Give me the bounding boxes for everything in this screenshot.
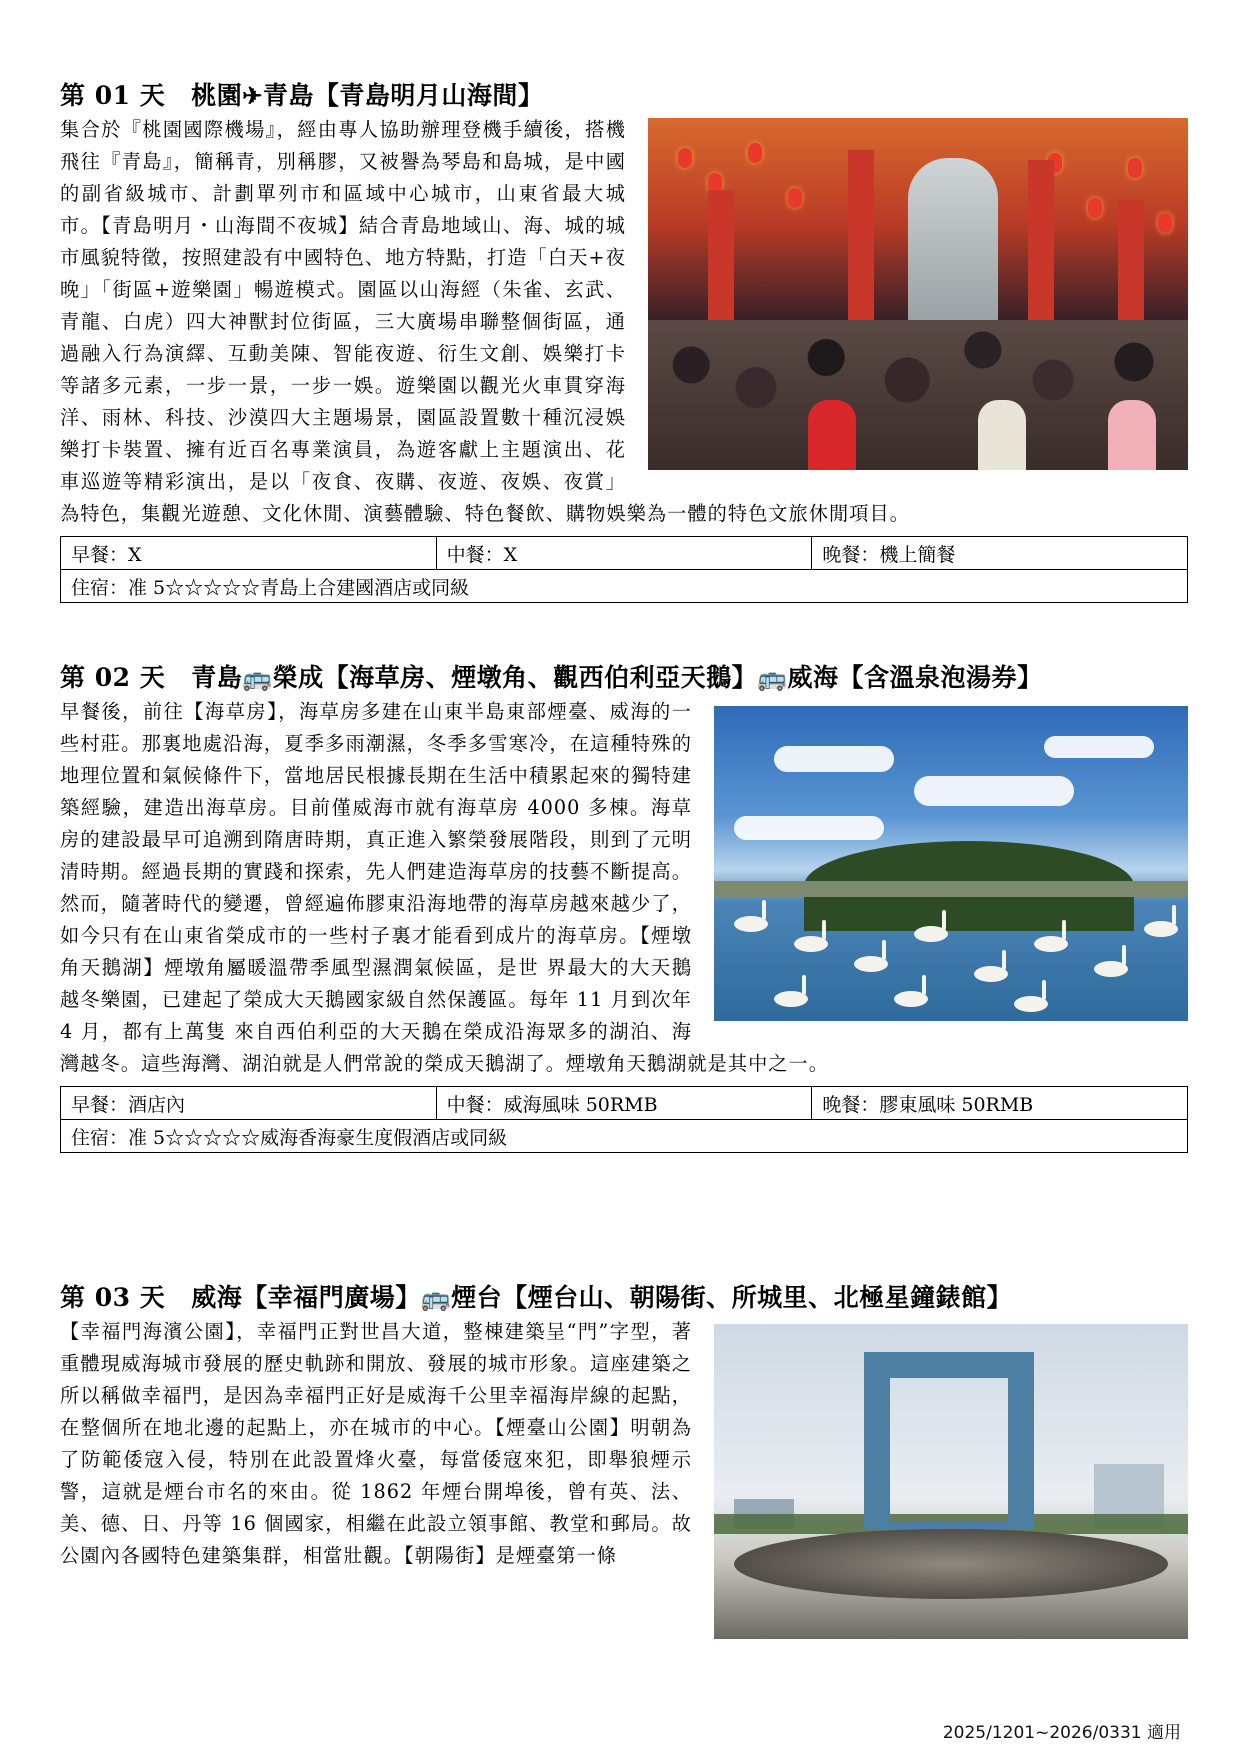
day-1-label: 第 01 天 [60,81,166,110]
day-1-title [60,78,1188,114]
day-2-title [60,660,1188,696]
validity-period: 2025/1201~2026/0331 適用 [942,1723,1181,1743]
day-2-section [60,660,1188,1153]
day-2-breakfast: 早餐：酒店內 [61,1087,437,1120]
day-1-meal-table [60,536,1188,603]
day-3-description: 【幸福門海濱公園】，幸福門正對世昌大道，整棟建築呈“門”字型，著重體現威海城市發展的歷史軌跡和開放、發展的城市形象。這座建築之所以稱做幸福門，是因為幸福門正好是威海千公里幸福海岸線的起點，在整個所在地北邊的起點上，亦在城市的中心。【煙臺山公園】明朝為了防範倭寇入侵，特別在此設置烽火臺，每當倭寇來犯，即舉狼煙示警，這就是煙台市名的來由。從 1862 年煙台開埠後，曾有英、法、美、德、日、丹等 16 個國家，相繼在此設立領事館、教堂和郵局。故公園內各國特色建築集群，相當壯觀。【朝陽街】是煙臺第一條 [60,1320,692,1567]
day-2-route-stop: 榮成【海草房、煙墩角、觀西伯利亞天鵝】 [272,663,758,692]
bus-icon: 🚌 [420,1283,452,1312]
day-1-section [60,78,1188,603]
day-2-label: 第 02 天 [60,663,166,692]
day-1-route-origin: 桃園 [191,81,243,110]
happiness-gate-photo [714,1324,1188,1639]
day-3-route-origin: 威海【幸福門廣場】 [191,1283,421,1312]
day-1-description: 集合於『桃園國際機場』，經由專人協助辦理登機手續後，搭機飛往『青島』，簡稱青，別稱膠，又被譽為琴島和島城，是中國的副省級城市、計劃單列市和區域中心城市，山東省最大城市。【青島明月・山海間不夜城】結合青島地域山、海、城的城市風貌特徵，按照建設有中國特色、地方特點，打造「白天+夜晚」「街區+遊樂園」暢遊模式。園區以山海經（朱雀、玄武、青龍、白虎）四大神獸封位街區，三大廣場串聯整個街區，通過融入行為演繹、互動美陳、智能夜遊、衍生文創、娛樂打卡等諸多元素，一步一景，一步一娛。遊樂園以觀光火車貫穿海洋、雨林、科技、沙漠四大主題場景，園區設置數十種沉浸娛樂打卡裝置、擁有近百名專業演員，為遊客獻上主題演出、花車巡遊等精彩演出，是以「夜食、夜購、夜遊、夜娛、夜賞」為特色，集觀光遊憩、文化休閒、演藝體驗、特色餐飲、購物娛樂為一體的特色文旅休閒項目。 [60,118,910,525]
day-2-lunch: 中餐：威海風味 50RMB [436,1087,812,1120]
airplane-icon: ✈ [242,81,263,110]
day-2-dinner: 晚餐：膠東風味 50RMB [812,1087,1188,1120]
qingdao-night-festival-photo [648,118,1188,470]
day-2-description: 早餐後，前往【海草房】，海草房多建在山東半島東部煙臺、威海的一些村莊。那裏地處沿海，夏季多雨潮濕，冬季多雪寒冷，在這種特殊的地理位置和氣候條件下，當地居民根據長期在生活中積累起來的獨特建築經驗，建造出海草房。目前僅威海市就有海草房 4000 多棟。海草房的建設最早可追溯到隋唐時期，真正進入繁榮發展階段，則到了元明清時期。經過長期的實踐和探索，先人們建造海草房的技藝不斷提高。然而，隨著時代的變遷，曾經遍佈膠東沿海地帶的海草房越來越少了，如今只有在山東省榮成市的一些村子裏才能看到成片的海草房。【煙墩角天鵝湖】煙墩角屬暖溫帶季風型濕潤氣候區，是世 界最大的大天鵝越冬樂園，已建起了榮成大天鵝國家級自然保護區。每年 11 月到次年 4 月，都有上萬隻 來自西伯利亞的大天鵝在榮成沿海眾多的湖泊、海灣越冬。這些海灣、湖泊就是人們常說的榮成天鵝湖了。煙墩角天鵝湖就是其中之一。 [60,700,830,1075]
day-2-route-origin: 青島 [191,663,243,692]
day-1-breakfast: 早餐：X [61,537,437,570]
day-3-title [60,1280,1188,1316]
day-3-route-destination: 煙台【煙台山、朝陽街、所城里、北極星鐘錶館】 [451,1283,1013,1312]
day-3-section [60,1280,1188,1643]
day-2-meal-table [60,1086,1188,1153]
day-3-label: 第 03 天 [60,1283,166,1312]
swan-lake-photo [714,706,1188,1021]
day-1-route-destination: 青島【青島明月山海間】 [262,81,544,110]
bus-icon: 🚌 [757,663,788,692]
day-1-dinner: 晚餐：機上簡餐 [812,537,1188,570]
day-2-route-destination: 威海【含溫泉泡湯券】 [787,663,1043,692]
day-2-hotel: 住宿：准 5☆☆☆☆☆威海香海豪生度假酒店或同級 [61,1120,1188,1153]
day-1-lunch: 中餐：X [436,537,812,570]
bus-icon: 🚌 [242,663,273,692]
day-1-hotel: 住宿：准 5☆☆☆☆☆青島上合建國酒店或同級 [61,570,1188,603]
